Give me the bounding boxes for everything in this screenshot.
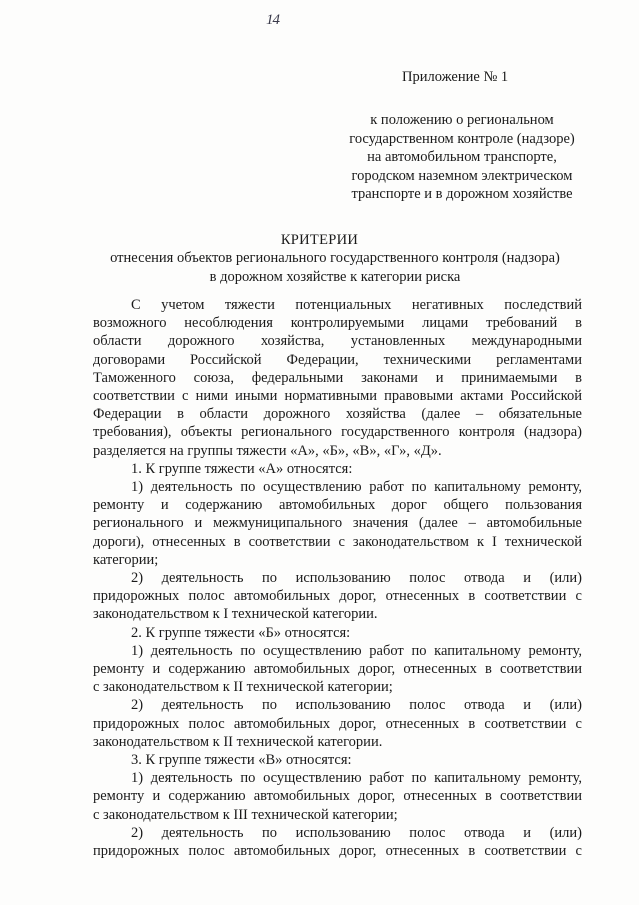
appendix-reference-line: к положению о региональном <box>370 112 554 128</box>
appendix-title: Приложение № 1 <box>402 69 509 85</box>
body-line: законодательством к I технической категории. <box>93 606 378 623</box>
group-v-heading: 3. К группе тяжести «В» относятся: <box>131 752 352 769</box>
body-line: соответствии с ними иными нормативными правовыми актами Российской <box>93 388 582 405</box>
body-line: придорожных полос автомобильных дорог, отнесенных в соответствии с <box>93 843 582 860</box>
body-line: категории; <box>93 551 159 568</box>
body-line: 1) деятельность по осуществлению работ по капитальному ремонту, <box>131 479 582 496</box>
body-line: 2) деятельность по использованию полос отвода и (или) <box>131 697 582 714</box>
body-line: 1) деятельность по осуществлению работ по капитальному ремонту, <box>131 770 582 787</box>
group-b-heading: 2. К группе тяжести «Б» относятся: <box>131 624 351 641</box>
body-line: ремонту и содержанию автомобильных дорог, отнесенных в соответствии <box>93 788 582 805</box>
body-line: С учетом тяжести потенциальных негативных последствий <box>131 297 582 313</box>
body-line: Федерации в области дорожного хозяйства (далее – обязательные <box>93 406 582 423</box>
body-line: с законодательством к III технической категории; <box>93 806 398 823</box>
body-line: области дорожного хозяйства, установленных международными <box>93 333 582 350</box>
document-subheading-line: в дорожном хозяйстве к категории риска <box>209 268 461 285</box>
appendix-reference-line: городском наземном электрическом <box>351 167 573 184</box>
body-line: придорожных полос автомобильных дорог, отнесенных в соответствии с <box>93 588 582 605</box>
document-body <box>93 296 582 860</box>
body-line: возможного несоблюдения контролируемыми лицами требований в <box>93 315 582 332</box>
document-subheading-line: отнесения объектов регионального государственного контроля (надзора) <box>110 250 560 266</box>
body-line: дороги), отнесенных в соответствии с законодательством к I технической <box>93 533 582 550</box>
appendix-reference <box>334 111 590 204</box>
document-subheading <box>90 249 580 286</box>
body-line: законодательством к II технической категории. <box>93 733 383 750</box>
body-line: ремонту и содержанию автомобильных дорог, отнесенных в соответствии <box>93 661 582 678</box>
body-line: 1) деятельность по осуществлению работ по капитальному ремонту, <box>131 642 582 659</box>
body-line: разделяется на группы тяжести «А», «Б», «В», «Г», «Д». <box>93 442 442 459</box>
appendix-reference-line: на автомобильном транспорте, <box>367 149 557 166</box>
group-a-heading: 1. К группе тяжести «А» относятся: <box>131 460 353 477</box>
appendix-reference-line: государственном контроле (надзоре) <box>349 130 575 147</box>
body-line: договорами Российской Федерации, техническими регламентами <box>93 351 582 368</box>
document-heading: КРИТЕРИИ <box>280 232 359 248</box>
body-line: с законодательством к II технической категории; <box>93 679 393 696</box>
body-line: придорожных полос автомобильных дорог, отнесенных в соответствии с <box>93 715 582 732</box>
appendix-reference-line: транспорте и в дорожном хозяйстве <box>351 186 573 203</box>
body-line: ремонту и содержанию автомобильных дорог общего пользования <box>93 497 582 514</box>
body-line: Таможенного союза, федеральными законами и принимаемыми в <box>93 369 582 386</box>
body-line: регионального и межмуниципального значения (далее – автомобильные <box>93 515 582 532</box>
body-line: требования), объекты регионального государственного контроля (надзора) <box>93 424 582 441</box>
body-line: 2) деятельность по использованию полос отвода и (или) <box>131 570 582 587</box>
page-number: 14 <box>266 12 279 28</box>
body-line: 2) деятельность по использованию полос отвода и (или) <box>131 824 582 841</box>
